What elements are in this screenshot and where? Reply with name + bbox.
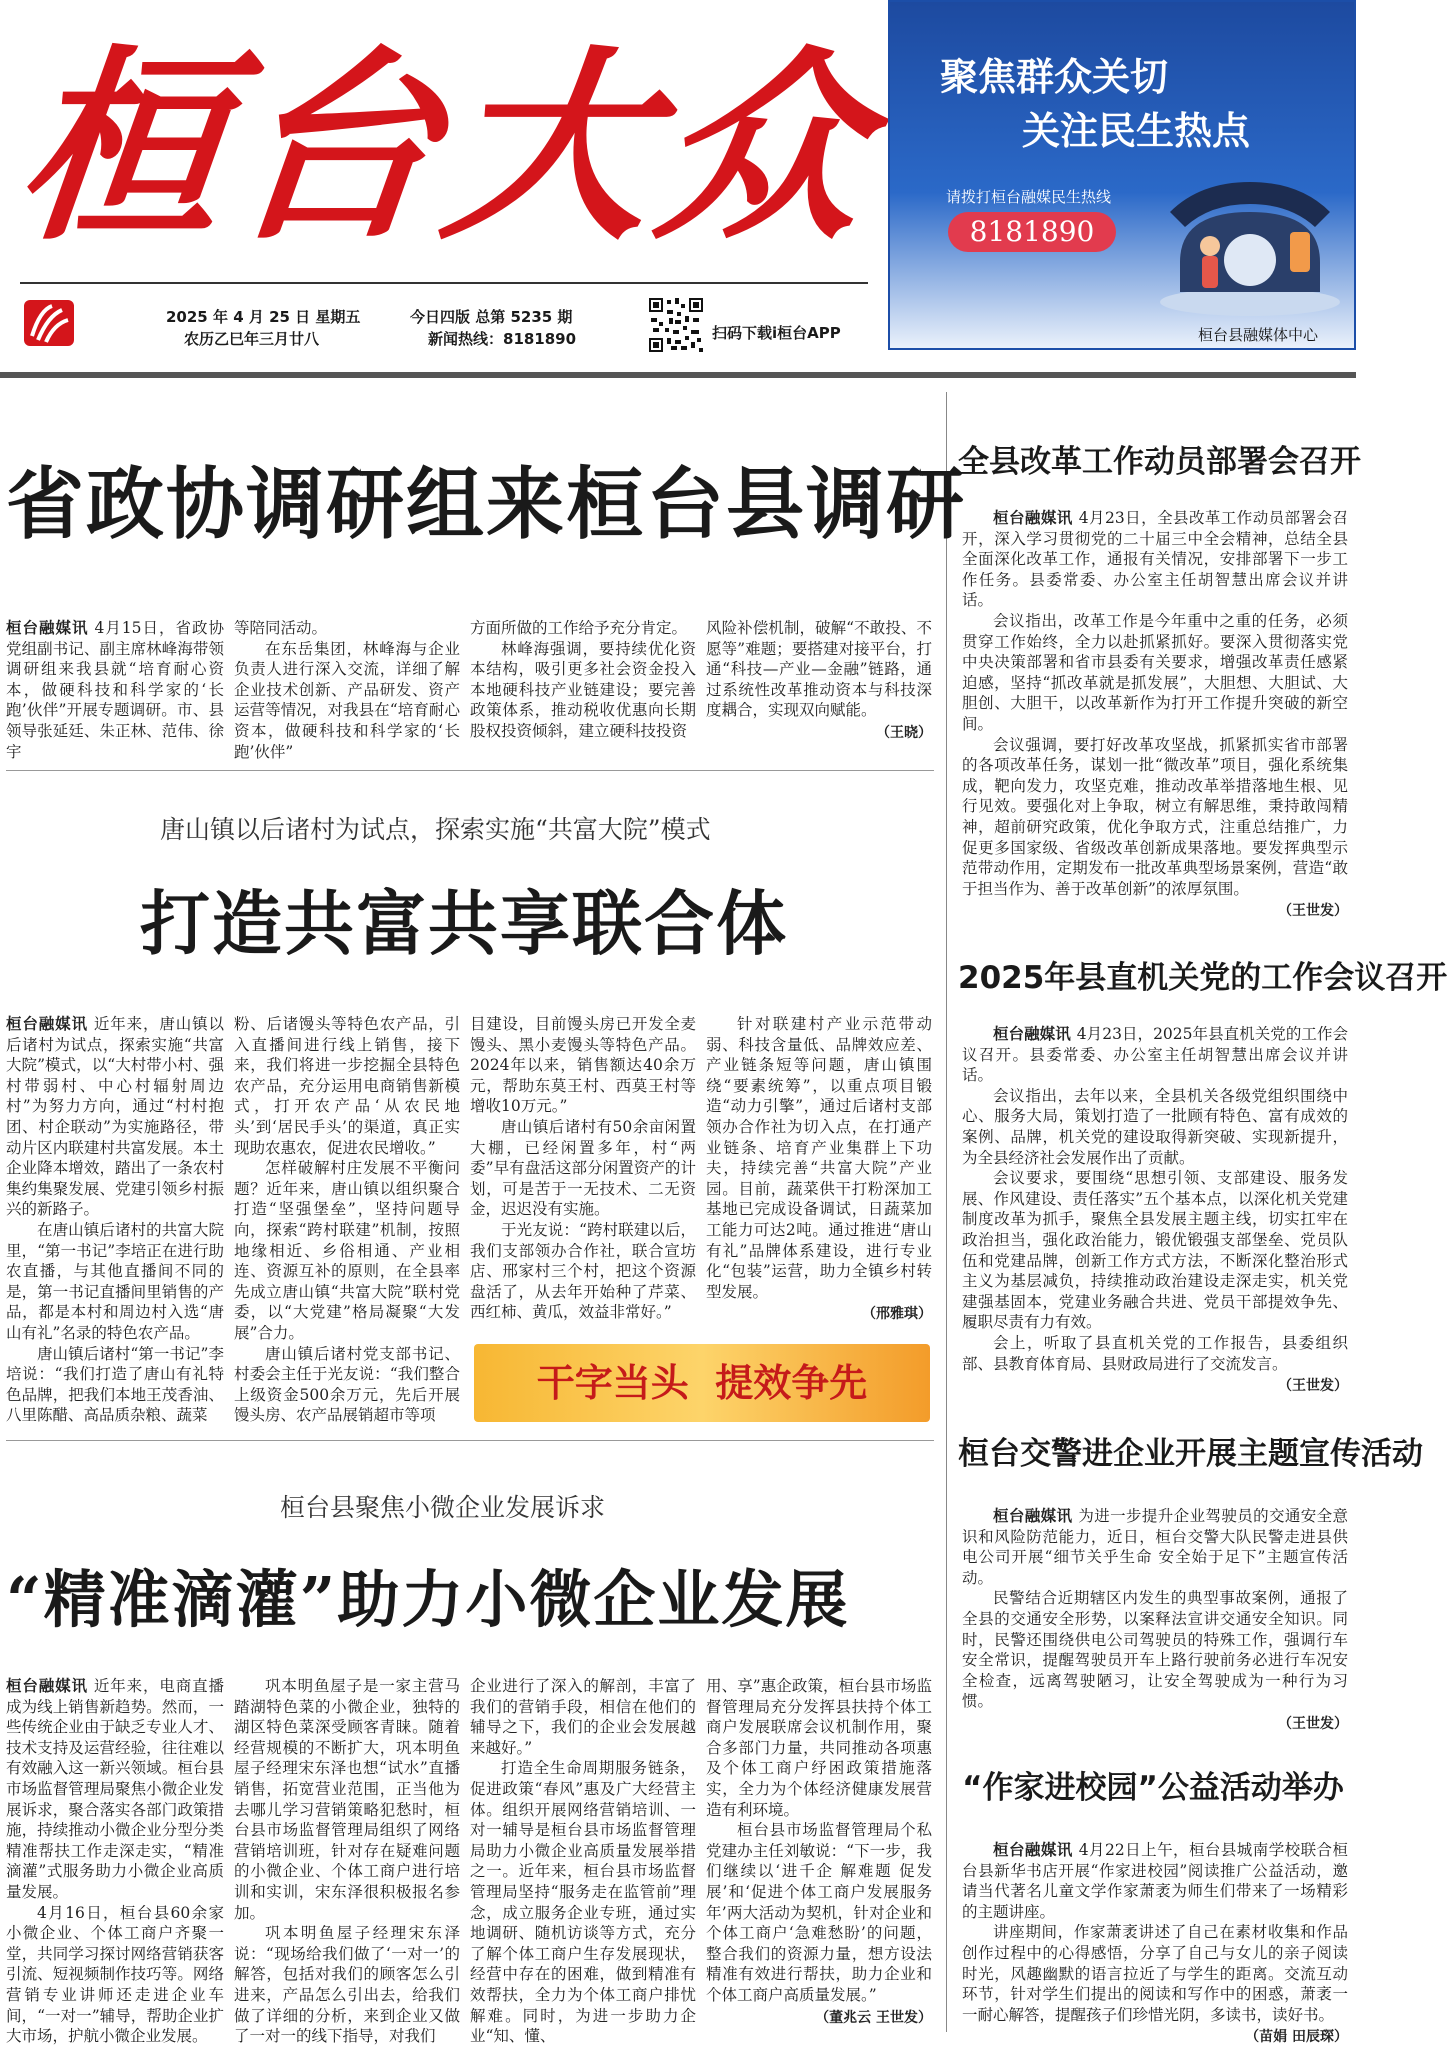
article2-kicker: 唐山镇以后诸村为试点，探索实施“共富大院”模式 xyxy=(160,815,711,844)
qr-code-icon[interactable] xyxy=(647,296,705,354)
right3-lead: 桓台融媒讯 xyxy=(993,1507,1073,1525)
right4-lead: 桓台融媒讯 xyxy=(993,1841,1073,1859)
ad-line-2: 关注民生热点 xyxy=(1022,109,1251,153)
edition-line-2: 新闻热线：8181890 xyxy=(428,330,577,348)
campaign-banner-text: 干字当头 提效争先 xyxy=(536,1361,868,1405)
article2-lead: 桓台融媒讯 xyxy=(6,1015,88,1033)
article3-byline: （董兆云 王世发） xyxy=(815,2009,932,2026)
article3-col2: 巩本明鱼屋子是一家主营马踏湖特色菜的小微企业，独特的湖区特色菜深受顾客青睐。随着经营规模的不断扩大，巩本明鱼屋子经理宋东泽也想“试水”直播销售，拓宽营业范围，正当他为去哪儿学习营销策略犯愁时，桓台县市场监督管理局组织了网络营销培训班，针对存在疑难问题的小微企业、个体工商户进行培训和实训，宋东泽很积极报名参加。 巩本明鱼屋子经理宋东泽说：“现场给我们做了‘一对一’的解答，包括对我们的顾客怎么引进来，产品怎么引出去，给我们做了详细的分析，来到企业又做了一对一的线下指导，对我们 xyxy=(234,1677,460,2046)
article1-byline: （王晓） xyxy=(876,724,932,741)
article2-rule xyxy=(6,1440,934,1441)
article1-col4: 风险补偿机制，破解“不敢投、不愿等”难题；要搭建对接平台，打通“科技—产业—金融”链路，通过系统性改革推动资本与科技深度耦合，实现双向赋能。 （王晓） xyxy=(706,618,932,748)
article3-col4: 用、享”惠企政策，桓台县市场监督管理局充分发挥县扶持个体工商户发展联席会议机制作用，聚合多部门力量，共同推动各项惠及个体工商户纾困政策措施落实，全力为个体经济健康发展营造有利环境。 桓台县市场监督管理局个私党建办主任刘敏说：“下一步，我们继续以‘进千企 解难题 促发展’和‘促进个体工商户发展服务年’两大活动为契机，针对企业和个体工商户‘急难愁盼’的问题，整合我们的资源力量，想方设法精准有效进行帮扶，助力企业和个体工商户高质量发展。” （董兆云 王世发） xyxy=(706,1676,932,2040)
article3-headline: “精准滴灌”助力小微企业发展 xyxy=(6,1563,850,1636)
newspaper-logo-icon xyxy=(22,296,76,350)
article1-rule xyxy=(6,770,934,771)
article1-headline: 省政协调研组来桓台县调研 xyxy=(6,459,967,550)
right2-headline: 2025年县直机关党的工作会议召开 xyxy=(958,960,1447,996)
article1-col3: 方面所做的工作给予充分肯定。 林峰海强调，要持续优化资本结构，吸引更多社会资金投入本地硬科技产业链建设；要完善政策体系，推动税收优惠向长期股权投资倾斜，建立硬科技投资 xyxy=(470,619,696,740)
article2-col3: 目建设，目前馒头房已开发全麦馒头、黑小麦馒头等特色产品。2024年以来，销售额达40余万元，帮助东莫王村、西莫王村等增收10万元。” 唐山镇后诸村有50余亩闲置大棚，已经闲置多年，村“两委”早有盘活这部分闲置资产的计划，可是苦于一无技术、二无资金，迟迟没有实施。 于光友说：“跨村联建以后，我们支部领办合作社，联合宣坊店、邢家村三个村，把这个资源盘活了，从去年开始种了芹菜、西红柿、黄瓜，效益非常好。” xyxy=(470,1015,696,1322)
masthead-title: 桓台大众 xyxy=(7,28,885,268)
column-divider xyxy=(946,392,947,2032)
right1-byline: （王世发） xyxy=(1278,903,1348,920)
right1-lead: 桓台融媒讯 xyxy=(993,509,1073,527)
article3-kicker: 桓台县聚焦小微企业发展诉求 xyxy=(280,1493,606,1522)
article2-col1: 桓台融媒讯 近年来，唐山镇以后诸村为试点，探索实施“共富大院”模式，以“大村带小村、强村带弱村、中心村辐射周边村”为努力方向，通过“村村抱团、村企联动”为实施路径，带动片区内联建村共富发展。本土企业降本增效，踏出了一条农村集约集聚发展、党建引领乡村振兴的新路子。 在唐山镇后诸村的共富大院里，“第一书记”李培正在进行助农直播，与其他直播间不同的是，第一书记直播间里销售的产品，都是本村和周边村入选“唐山有礼”名录的特色农产品。 唐山镇后诸村“第一书记”李培说：“我们打造了唐山有礼特色品牌，把我们本地王茂香油、八里陈醋、高品质杂粮、蔬菜 xyxy=(6,1015,224,1425)
right3-body: 桓台融媒讯 为进一步提升企业驾驶员的交通安全意识和风险防范能力，近日，桓台交警大队民警走进县供电公司开展“细节关乎生命 安全始于足下”主题宣传活动。 民警结合近期辖区内发生的典型事故案例，通报了全县的交通安全形势，以案释法宣讲交通安全知识。同时，民警还围绕供电公司驾驶员的特殊工作，强调行车安全常识，提醒驾驶员开车上路行驶前务必进行车况安全检查，远离驾驶陋习，让安全驾驶成为一种行为习惯。 （王世发） xyxy=(962,1506,1348,1716)
right4-byline: （苗娟 田辰琛） xyxy=(1245,2029,1348,2046)
right3-headline: 桓台交警进企业开展主题宣传活动 xyxy=(958,1436,1423,1472)
article3-lead: 桓台融媒讯 xyxy=(6,1677,88,1695)
article2-headline: 打造共富共享联合体 xyxy=(140,882,788,965)
ad-hotline-label: 请拨打桓台融媒民生热线 xyxy=(946,188,1112,206)
ad-hotline-number[interactable]: 8181890 xyxy=(948,212,1116,252)
campaign-banner xyxy=(474,1344,930,1422)
right2-byline: （王世发） xyxy=(1278,1378,1348,1395)
article3-col3: 企业进行了深入的解剖，丰富了我们的营销手段，相信在他们的辅导之下，我们的企业会发展越来越好。” 打造全生命周期服务链条，促进政策“春风”惠及广大经营主体。组织开展网络营销培训、一对一辅导是桓台县市场监督管理局助力小微企业高质量发展举措之一。近年来，桓台县市场监督管理局坚持“服务走在监管前”理念，成立服务企业专班，通过实地调研、随机访谈等方式，充分了解个体工商户生存发展现状，经营中存在的困难，做到精准有效帮扶，全力为个体工商户排忧解难。同时，为进一步助力企业“知、懂、 xyxy=(470,1677,696,2046)
right1-body: 桓台融媒讯 4月23日，全县改革工作动员部署会召开，深入学习贯彻党的二十届三中全会精神，总结全县全面深化改革工作，通报有关情况，安排部署下一步工作任务。县委常委、办公室主任胡智慧出席会议并讲话。 会议指出，改革工作是今年重中之重的任务，必须贯穿工作始终，全力以赴抓紧抓好。要深入贯彻落实党中央决策部署和省市县委有关要求，增强改革责任感紧迫感，坚持“抓改革就是抓发展”，大胆想、大胆试、大胆创、大胆干，以改革新作为打开工作提升突破的新空间。 会议强调，要打好改革攻坚战，抓紧抓实省市部署的各项改革任务，谋划一批“微改革”项目，强化系统集成，靶向发力，攻坚克难，推动改革举措落地生根、见行见效。要强化对上争取，树立有解思维，秉持敢闯精神，超前研究政策，优化争取方式，注重总结推广，力促更多国家级、省级改革创新成果落地。要发挥典型示范带动作用，定期发布一批改革典型场景案例，营造“敢于担当作为、善于改革创新”的浓厚氛围。 （王世发） xyxy=(962,508,1348,888)
edition-line-1: 今日四版 总第 5235 期 xyxy=(410,308,573,326)
hotline-ad[interactable] xyxy=(888,0,1356,350)
right3-byline: （王世发） xyxy=(1278,1715,1348,1732)
article2-col2: 粉、后诸馒头等特色农产品，引入直播间进行线上销售，接下来，我们将进一步挖掘全县特色农产品，充分运用电商销售新模式，打开农产品‘从农民地头’到‘居民手头’的渠道，真正实现助农惠农，促进农民增收。” 怎样破解村庄发展不平衡问题？近年来，唐山镇以组织聚合打造“坚强堡垒”，坚持问题导向，探索“跨村联建”机制，按照地缘相近、乡俗相通、产业相连、资源互补的原则，在全县率先成立唐山镇“共富大院”联村党委，以“大党建”格局凝聚“大发展”合力。 唐山镇后诸村党支部书记、村委会主任于光友说：“我们整合上级资金500余万元，先后开展馒头房、农产品展销超市等项 xyxy=(234,1015,460,1425)
date-line-1: 2025 年 4 月 25 日 星期五 xyxy=(166,308,361,326)
right1-headline: 全县改革工作动员部署会召开 xyxy=(958,444,1361,480)
article3-col1: 桓台融媒讯 近年来，电商直播成为线上销售新趋势。然而，一些传统企业由于缺乏专业人才、技术支持及运营经验，往往难以有效融入这一新兴领域。桓台县市场监督管理局聚焦小微企业发展诉求，聚合落实各部门政策措施，持续推动小微企业分型分类精准帮扶工作走深走实，“精准滴灌”式服务助力小微企业高质量发展。 4月16日，桓台县60余家小微企业、个体工商户齐聚一堂，共同学习探讨网络营销获客引流、短视频制作技巧等。网络营销专业讲师还走进企业车间，“一对一”辅导，帮助企业扩大市场，护航小微企业发展。 xyxy=(6,1677,224,2046)
right2-lead: 桓台融媒讯 xyxy=(993,1025,1071,1043)
article2-byline: （邢雅琪） xyxy=(862,1306,932,1323)
article2-col4: 针对联建村产业示范带动弱、科技含量低、品牌效应差、产业链条短等问题，唐山镇围绕“要素统筹”，以重点项目锻造“动力引擎”，通过后诸村支部领办合作社为切入点，在打通产业链条、培育产业集群上下功夫，持续完善“共富大院”产业园。目前，蔬菜供干打粉深加工基地已完成设备调试，日蔬菜加工能力可达2吨。通过推进“唐山有礼”品牌体系建设，进行专业化“包装”运营，助力全镇乡村转型发展。 （邢雅琪） xyxy=(706,1014,932,1324)
article1-lead: 桓台融媒讯 xyxy=(6,619,89,637)
right4-body: 桓台融媒讯 4月22日上午，桓台县城南学校联合桓台县新华书店开展“作家进校园”阅读推广公益活动，邀请当代著名儿童文学作家萧袤为师生们带来了一场精彩的主题讲座。 讲座期间，作家萧袤讲述了自己在素材收集和作品创作过程中的心得感悟，分享了自己与女儿的亲子阅读时光，风趣幽默的语言拉近了与学生的距离。交流互动环节，针对学生们提出的阅读和写作中的困惑，萧袤一一耐心解答，提醒孩子们珍惜光阴，多读书，读好书。 （苗娟 田辰琛） xyxy=(962,1840,1348,2044)
ad-org: 桓台县融媒体中心 xyxy=(1198,326,1319,344)
article1-col1: 桓台融媒讯 4月15日，省政协党组副书记、副主席林峰海带领调研组来我县就“培育耐心资本，做硬科技和科学家的‘长跑’伙伴”开展专题调研。市、县领导张延廷、朱正林、范伟、徐宇 xyxy=(6,619,224,761)
app-download-label[interactable]: 扫码下载i桓台APP xyxy=(712,324,841,342)
article1-col2: 等陪同活动。 在东岳集团，林峰海与企业负责人进行深入交流，详细了解企业技术创新、产品研发、资产运营等情况，对我县在“培育耐心资本，做硬科技和科学家的‘长跑’伙伴” xyxy=(234,619,460,761)
right2-body: 桓台融媒讯 4月23日，2025年县直机关党的工作会议召开。县委常委、办公室主任胡智慧出席会议并讲话。 会议指出，去年以来，全县机关各级党组织围绕中心、服务大局，策划打造了一批顾有特色、富有成效的案例、品牌，机关党的建设取得新突破、实现新提升，为全县经济社会发展作出了贡献。 会议要求，要围绕“思想引领、支部建设、服务发展、作风建设、责任落实”五个基本点，以深化机关党建制度改革为抓手，聚焦全县发展主题主线，切实扛牢在政治担当，强化政治能力，锻优锻强支部堡垒、党员队伍和党建品牌，创新工作方式方法，不断深化整治形式主义为基层减负，持续推动政治建设走深走实，机关党建强基固本，党建业务融合共进、党员干部提效争先、履职尽责有力有效。 会上，听取了县直机关党的工作报告，县委组织部、县教育体育局、县财政局进行了交流发言。 （王世发） xyxy=(962,1024,1348,1364)
right4-headline: “作家进校园”公益活动举办 xyxy=(962,1770,1344,1806)
telephone-icon xyxy=(1140,142,1340,322)
top-rule xyxy=(0,372,1356,378)
date-line-2: 农历乙巳年三月廿八 xyxy=(184,330,320,348)
ad-line-1: 聚焦群众关切 xyxy=(940,55,1169,99)
masthead xyxy=(0,0,885,372)
masthead-rule xyxy=(20,282,868,284)
